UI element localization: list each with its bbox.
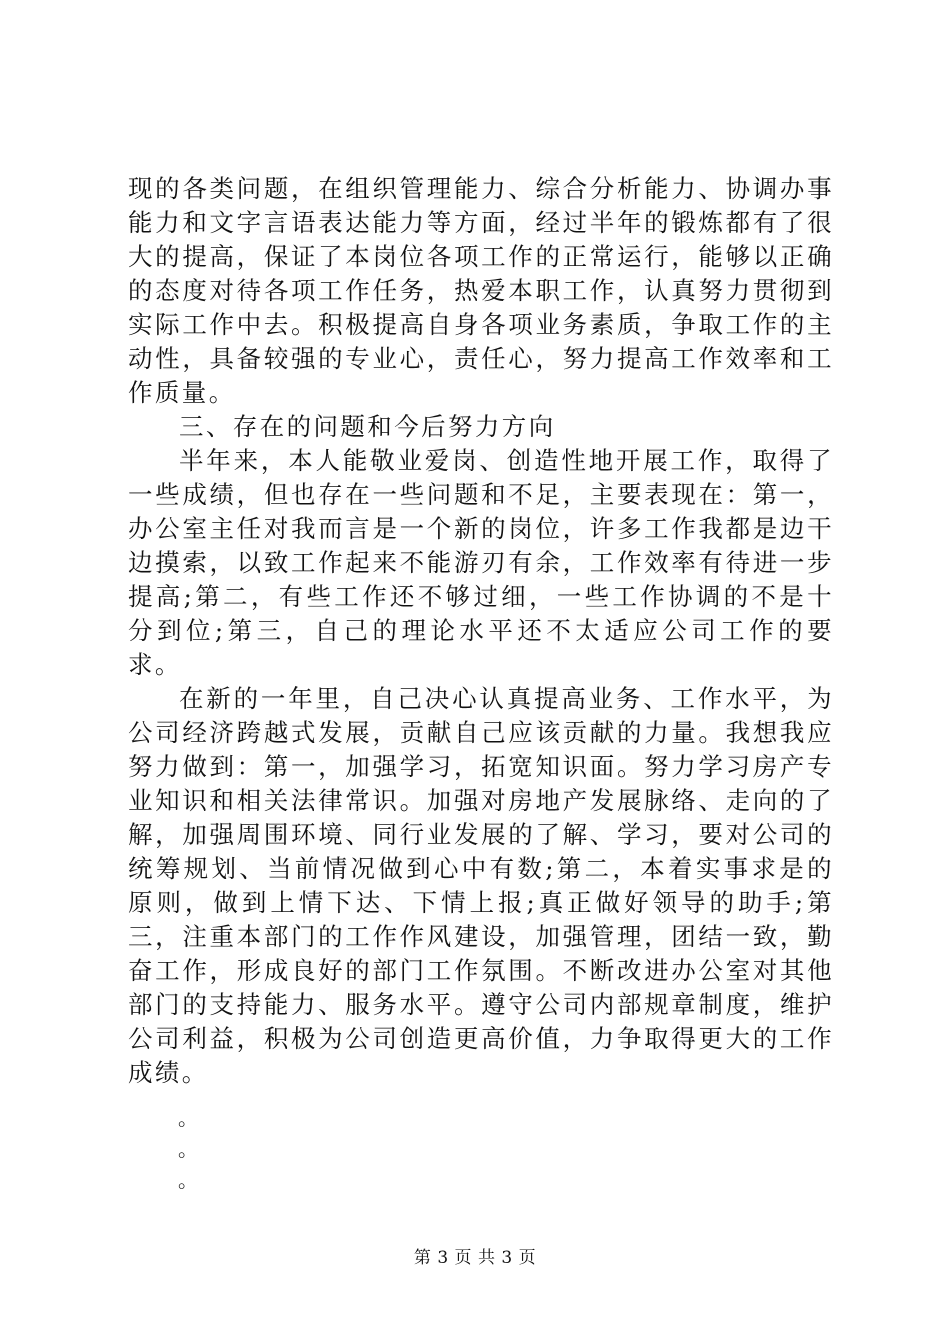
- page-footer: 第 3 页 共 3 页: [413, 1248, 537, 1268]
- document-body: [128, 172, 834, 1196]
- paragraph-plans: 在新的一年里，自己决心认真提高业务、工作水平，为公司经济跨越式发展，贡献自己应该贡献的力量。我想我应努力做到：第一，加强学习，拓宽知识面。努力学习房产专业知识和相关法律常识。加强对房地产发展脉络、走向的了解，加强周围环境、同行业发展的了解、学习，要对公司的统筹规划、当前情况做到心中有数;第二，本着实事求是的原则，做到上情下达、下情上报;真正做好领导的助手;第三，注重本部门的工作作风建设，加强管理，团结一致，勤奋工作，形成良好的部门工作氛围。不断改进办公室对其他部门的支持能力、服务水平。遵守公司内部规章制度，维护公司利益，积极为公司创造更高价值，力争取得更大的工作成绩。: [128, 684, 834, 1087]
- trailing-marks: [128, 1103, 834, 1196]
- paragraph-problems: 半年来，本人能敬业爱岗、创造性地开展工作，取得了一些成绩，但也存在一些问题和不足，主要表现在：第一，办公室主任对我而言是一个新的岗位，许多工作我都是边干边摸索，以致工作起来不能游刃有余，工作效率有待进一步提高;第二，有些工作还不够过细，一些工作协调的不是十分到位;第三，自己的理论水平还不太适应公司工作的要求。: [128, 446, 834, 679]
- trailing-mark: 。: [178, 1137, 201, 1161]
- trailing-mark: 。: [178, 1106, 201, 1130]
- trailing-mark: 。: [178, 1168, 201, 1192]
- paragraph-continuation: 现的各类问题，在组织管理能力、综合分析能力、协调办事能力和文字言语表达能力等方面，经过半年的锻炼都有了很大的提高，保证了本岗位各项工作的正常运行，能够以正确的态度对待各项工作任务，热爱本职工作，认真努力贯彻到实际工作中去。积极提高自身各项业务素质，争取工作的主动性，具备较强的专业心，责任心，努力提高工作效率和工作质量。: [128, 174, 834, 407]
- section-heading: 三、存在的问题和今后努力方向: [179, 412, 556, 441]
